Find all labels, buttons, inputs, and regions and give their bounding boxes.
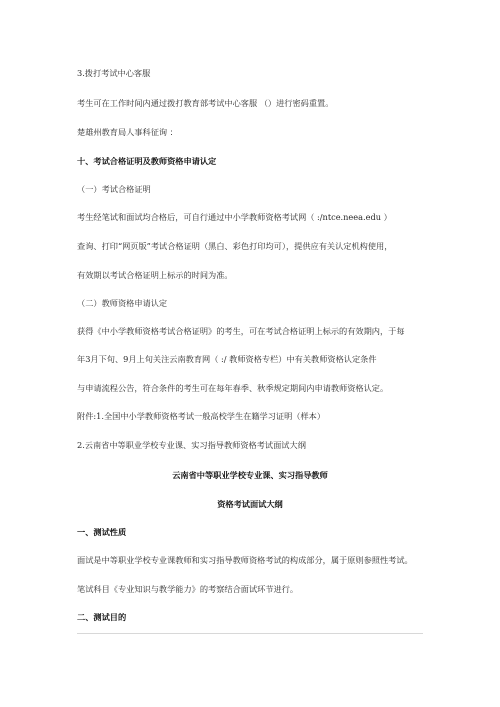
paragraph-test-nature-line-2: 笔试科目《专业知识与教学能力》的考察结合面试环节进行。 xyxy=(77,584,299,594)
subsection-heading-2: （二）教师资格申请认定 xyxy=(77,298,168,308)
paragraph-application-line-1: 获得《中小学教师资格考试合格证明》的考生，可在考试合格证明上标示的有效期内，于每 xyxy=(77,326,405,336)
paragraph-certificate-line-1: 考生经笔试和面试均合格后，可自行通过中小学教师资格考试网（ :/ntce.neea.edu ） xyxy=(77,212,392,222)
section-heading-test-nature: 一、测试性质 xyxy=(77,527,127,537)
paragraph-application-line-2: 年3月下旬、9月上旬关注云南教育网（ :/ 教师资格专栏）中有关教师资格认定条件 xyxy=(77,354,377,364)
outline-title-line-2: 资格考试面试大纲 xyxy=(217,499,283,509)
attachment-1: 附件:1.全国中小学教师资格考试一般高校学生在籍学习证明（样本） xyxy=(77,411,326,421)
paragraph-application-line-3: 与申请流程公告，符合条件的考生可在每年春季、秋季规定期间内申请教师资格认定。 xyxy=(77,383,389,393)
paragraph-password-reset: 考生可在工作时间内通过拨打教育部考试中心客服 （）进行密码重置。 xyxy=(77,98,334,108)
subsection-heading-1: （一）考试合格证明 xyxy=(77,184,151,194)
section-item-3: 3.拨打考试中心客服 xyxy=(77,68,151,78)
paragraph-certificate-line-2: 查询、打印“网页版”考试合格证明（黑白、彩色打印均可），提供应有关认定机构使用， xyxy=(77,241,393,251)
paragraph-test-nature-line-1: 面试是中等职业学校专业课教师和实习指导教师资格考试的构成部分，属于原则参照性考试。 xyxy=(77,555,413,565)
divider xyxy=(77,633,423,634)
paragraph-consult: 楚雄州教育局人事科征询 ： xyxy=(77,127,178,137)
paragraph-certificate-line-3: 有效期以考试合格证明上标示的时间为准。 xyxy=(77,270,233,280)
outline-title-line-1: 云南省中等职业学校专业课、实习指导教师 xyxy=(172,470,328,480)
section-heading-test-purpose: 二、测试目的 xyxy=(77,612,127,622)
section-heading-10: 十、考试合格证明及教师资格申请认定 xyxy=(77,156,217,166)
attachment-2: 2.云南省中等职业学校专业课、实习指导教师资格考试面试大纲 xyxy=(77,440,306,450)
